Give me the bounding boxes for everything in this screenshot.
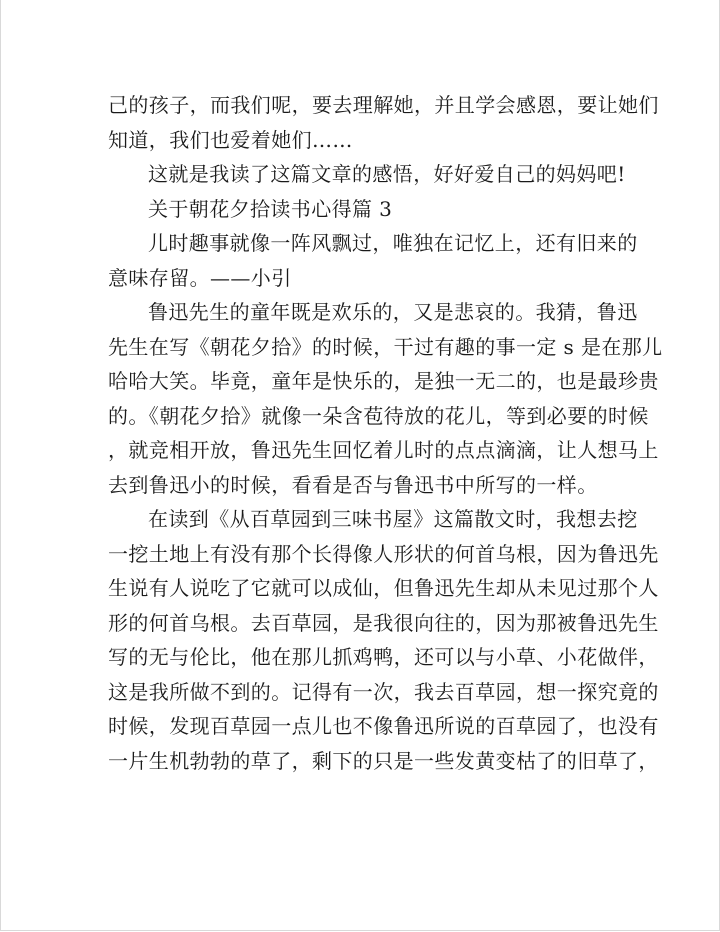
text-line: 这是我所做不到的。记得有一次，我去百草园，想一探究竟的 xyxy=(108,679,659,704)
text-line: 去到鲁迅小的时候，看看是否与鲁迅书中所写的一样。 xyxy=(108,472,598,497)
section-heading: 关于朝花夕拾读书心得篇 3 xyxy=(148,196,393,221)
text-line: 儿时趣事就像一阵风飘过，唯独在记忆上，还有旧来的 xyxy=(148,231,638,255)
text-line: ，就竞相开放，鲁迅先生回忆着儿时的点点滴滴，让人想马上 xyxy=(108,438,659,462)
text-line: 的。《朝花夕拾》就像一朵含苞待放的花儿，等到必要的时候 xyxy=(108,403,649,428)
text-line: 时候，发现百草园一点儿也不像鲁迅所说的百草园了，也没有 xyxy=(108,714,659,738)
text-line: 己的孩子，而我们呢，要去理解她，并且学会感恩，要让她们 xyxy=(108,93,659,117)
text-line: 形的何首乌根。去百草园，是我很向往的，因为那被鲁迅先生 xyxy=(108,610,659,635)
text-line: 写的无与伦比，他在那儿抓鸡鸭，还可以与小草、小花做伴， xyxy=(108,645,659,669)
text-line: 一挖土地上有没有那个长得像人形状的何首乌根，因为鲁迅先 xyxy=(108,541,659,566)
text-line: 一片生机勃勃的草了，剩下的只是一些发黄变枯了的旧草了， xyxy=(108,748,659,773)
text-line: 知道，我们也爱着她们…… xyxy=(108,127,353,152)
text-line: 生说有人说吃了它就可以成仙，但鲁迅先生却从未见过那个人 xyxy=(108,576,659,600)
text-line: 这就是我读了这篇文章的感悟，好好爱自己的妈妈吧! xyxy=(148,162,626,186)
text-line: 哈哈大笑。毕竟，童年是快乐的，是独一无二的，也是最珍贵 xyxy=(108,369,659,393)
text-line: 鲁迅先生的童年既是欢乐的，又是悲哀的。我猜，鲁迅 xyxy=(148,300,638,324)
text-line: 先生在写《朝花夕拾》的时候，干过有趣的事一定 s 是在那儿 xyxy=(108,334,663,359)
text-line: 在读到《从百草园到三味书屋》这篇散文时，我想去挖 xyxy=(148,507,638,531)
text-line: 意味存留。——小引 xyxy=(108,265,292,290)
document-body xyxy=(108,88,663,778)
